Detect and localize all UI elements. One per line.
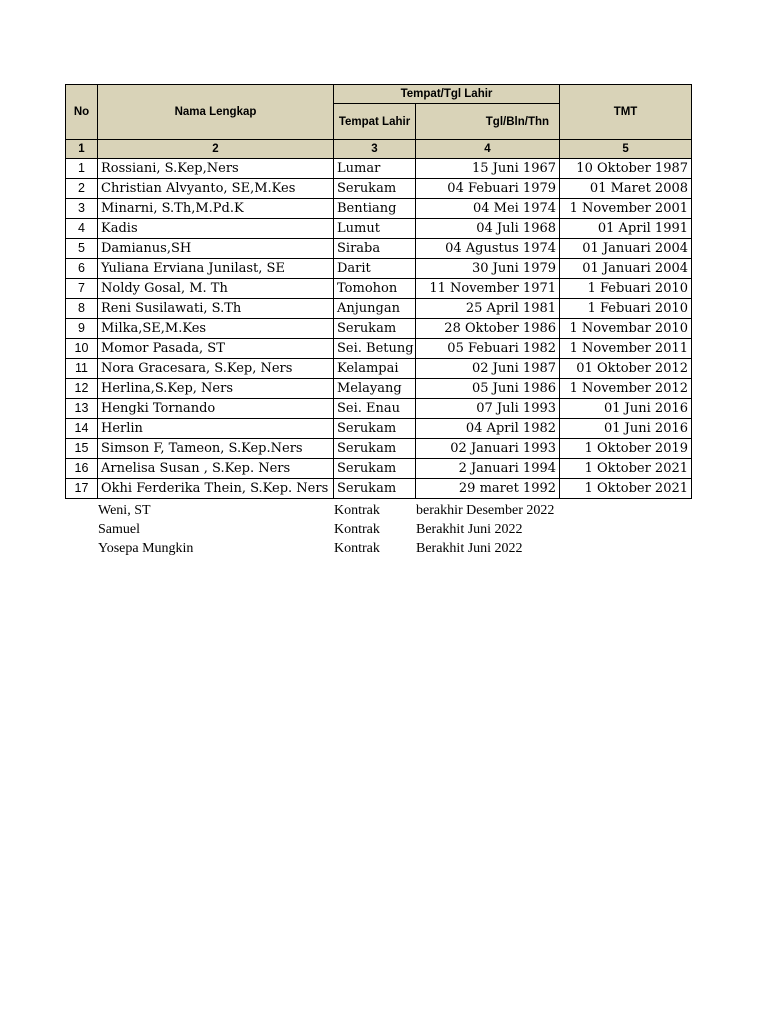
cell-no: 1 — [66, 159, 98, 179]
cell-tgl-lahir: 28 Oktober 1986 — [416, 319, 560, 339]
cell-tgl-lahir: 07 Juli 1993 — [416, 399, 560, 419]
contract-notes — [98, 501, 698, 558]
cell-tgl-lahir: 11 November 1971 — [416, 279, 560, 299]
cell-nama: Kadis — [98, 219, 334, 239]
table-row — [66, 259, 692, 279]
note-row — [98, 539, 698, 558]
cell-no: 14 — [66, 419, 98, 439]
cell-tgl-lahir: 2 Januari 1994 — [416, 459, 560, 479]
cell-tmt: 1 Febuari 2010 — [560, 299, 692, 319]
cell-nama: Herlina,S.Kep, Ners — [98, 379, 334, 399]
cell-no: 12 — [66, 379, 98, 399]
cell-tmt: 1 November 2012 — [560, 379, 692, 399]
table-row — [66, 199, 692, 219]
header-tmt: TMT — [560, 85, 692, 140]
cell-nama: Okhi Ferderika Thein, S.Kep. Ners — [98, 479, 334, 499]
cell-tmt: 01 Januari 2004 — [560, 239, 692, 259]
cell-no: 10 — [66, 339, 98, 359]
cell-tmt: 1 Oktober 2021 — [560, 479, 692, 499]
cell-tempat-lahir: Siraba — [334, 239, 416, 259]
cell-tmt: 1 November 2011 — [560, 339, 692, 359]
cell-tempat-lahir: Kelampai — [334, 359, 416, 379]
cell-nama: Damianus,SH — [98, 239, 334, 259]
table-header — [66, 85, 692, 159]
cell-tempat-lahir: Serukam — [334, 479, 416, 499]
cell-tmt: 1 Oktober 2021 — [560, 459, 692, 479]
cell-tgl-lahir: 05 Febuari 1982 — [416, 339, 560, 359]
cell-tmt: 1 November 2001 — [560, 199, 692, 219]
note-status: Kontrak — [334, 522, 380, 537]
cell-tempat-lahir: Serukam — [334, 459, 416, 479]
table-row — [66, 279, 692, 299]
cell-nama: Reni Susilawati, S.Th — [98, 299, 334, 319]
cell-tgl-lahir: 04 Febuari 1979 — [416, 179, 560, 199]
table-row — [66, 419, 692, 439]
header-index-2: 2 — [98, 140, 334, 159]
cell-tempat-lahir: Serukam — [334, 319, 416, 339]
cell-nama: Rossiani, S.Kep,Ners — [98, 159, 334, 179]
cell-tgl-lahir: 04 Mei 1974 — [416, 199, 560, 219]
cell-tempat-lahir: Sei. Betung — [334, 339, 416, 359]
cell-no: 15 — [66, 439, 98, 459]
table-body — [66, 159, 692, 499]
cell-tmt: 1 Novembar 2010 — [560, 319, 692, 339]
cell-tempat-lahir: Lumut — [334, 219, 416, 239]
table-row — [66, 299, 692, 319]
cell-no: 8 — [66, 299, 98, 319]
table-row — [66, 219, 692, 239]
cell-no: 16 — [66, 459, 98, 479]
cell-no: 11 — [66, 359, 98, 379]
cell-no: 6 — [66, 259, 98, 279]
note-info: Berakhit Juni 2022 — [416, 541, 523, 556]
table-row — [66, 439, 692, 459]
cell-nama: Minarni, S.Th,M.Pd.K — [98, 199, 334, 219]
cell-tmt: 01 Oktober 2012 — [560, 359, 692, 379]
cell-tgl-lahir: 30 Juni 1979 — [416, 259, 560, 279]
cell-tgl-lahir: 25 April 1981 — [416, 299, 560, 319]
table-row — [66, 339, 692, 359]
note-info: berakhir Desember 2022 — [416, 503, 555, 518]
cell-nama: Yuliana Erviana Junilast, SE — [98, 259, 334, 279]
cell-tgl-lahir: 04 Juli 1968 — [416, 219, 560, 239]
cell-tempat-lahir: Anjungan — [334, 299, 416, 319]
cell-nama: Herlin — [98, 419, 334, 439]
cell-tgl-lahir: 29 maret 1992 — [416, 479, 560, 499]
cell-tempat-lahir: Tomohon — [334, 279, 416, 299]
table-row — [66, 459, 692, 479]
cell-no: 7 — [66, 279, 98, 299]
cell-no: 5 — [66, 239, 98, 259]
cell-tgl-lahir: 04 Agustus 1974 — [416, 239, 560, 259]
header-index-4: 4 — [416, 140, 560, 159]
employee-table — [65, 84, 692, 499]
cell-tmt: 1 Febuari 2010 — [560, 279, 692, 299]
cell-tempat-lahir: Serukam — [334, 419, 416, 439]
cell-no: 4 — [66, 219, 98, 239]
cell-nama: Christian Alvyanto, SE,M.Kes — [98, 179, 334, 199]
cell-tempat-lahir: Darit — [334, 259, 416, 279]
note-name: Yosepa Mungkin — [98, 541, 194, 556]
note-row — [98, 501, 698, 520]
cell-no: 17 — [66, 479, 98, 499]
cell-tmt: 01 Maret 2008 — [560, 179, 692, 199]
cell-tmt: 01 Juni 2016 — [560, 419, 692, 439]
header-index-1: 1 — [66, 140, 98, 159]
note-status: Kontrak — [334, 503, 380, 518]
note-info: Berakhit Juni 2022 — [416, 522, 523, 537]
cell-tmt: 10 Oktober 1987 — [560, 159, 692, 179]
header-tempat-lahir: Tempat Lahir — [334, 104, 416, 140]
cell-nama: Nora Gracesara, S.Kep, Ners — [98, 359, 334, 379]
cell-tmt: 01 April 1991 — [560, 219, 692, 239]
header-tgl-bln-thn: Tgl/Bln/Thn — [416, 104, 560, 140]
header-index-3: 3 — [334, 140, 416, 159]
cell-nama: Milka,SE,M.Kes — [98, 319, 334, 339]
cell-tempat-lahir: Bentiang — [334, 199, 416, 219]
cell-tgl-lahir: 05 Juni 1986 — [416, 379, 560, 399]
cell-tmt: 1 Oktober 2019 — [560, 439, 692, 459]
cell-no: 2 — [66, 179, 98, 199]
table-row — [66, 239, 692, 259]
header-nama-lengkap: Nama Lengkap — [98, 85, 334, 140]
note-status: Kontrak — [334, 541, 380, 556]
cell-no: 3 — [66, 199, 98, 219]
cell-nama: Momor Pasada, ST — [98, 339, 334, 359]
cell-tempat-lahir: Melayang — [334, 379, 416, 399]
cell-tgl-lahir: 02 Juni 1987 — [416, 359, 560, 379]
cell-nama: Noldy Gosal, M. Th — [98, 279, 334, 299]
cell-tgl-lahir: 02 Januari 1993 — [416, 439, 560, 459]
header-index-5: 5 — [560, 140, 692, 159]
cell-tmt: 01 Juni 2016 — [560, 399, 692, 419]
cell-nama: Hengki Tornando — [98, 399, 334, 419]
cell-tempat-lahir: Lumar — [334, 159, 416, 179]
cell-nama: Simson F, Tameon, S.Kep.Ners — [98, 439, 334, 459]
table-row — [66, 399, 692, 419]
cell-tmt: 01 Januari 2004 — [560, 259, 692, 279]
cell-no: 9 — [66, 319, 98, 339]
note-row — [98, 520, 698, 539]
note-name: Samuel — [98, 522, 140, 537]
table-row — [66, 319, 692, 339]
cell-nama: Arnelisa Susan , S.Kep. Ners — [98, 459, 334, 479]
cell-no: 13 — [66, 399, 98, 419]
cell-tempat-lahir: Serukam — [334, 439, 416, 459]
table-row — [66, 359, 692, 379]
table-row — [66, 159, 692, 179]
cell-tempat-lahir: Serukam — [334, 179, 416, 199]
cell-tgl-lahir: 15 Juni 1967 — [416, 159, 560, 179]
cell-tgl-lahir: 04 April 1982 — [416, 419, 560, 439]
table-row — [66, 479, 692, 499]
note-name: Weni, ST — [98, 503, 151, 518]
cell-tempat-lahir: Sei. Enau — [334, 399, 416, 419]
header-no: No — [66, 85, 98, 140]
table-row — [66, 379, 692, 399]
table-row — [66, 179, 692, 199]
header-tempat-tgl-lahir: Tempat/Tgl Lahir — [334, 85, 560, 104]
